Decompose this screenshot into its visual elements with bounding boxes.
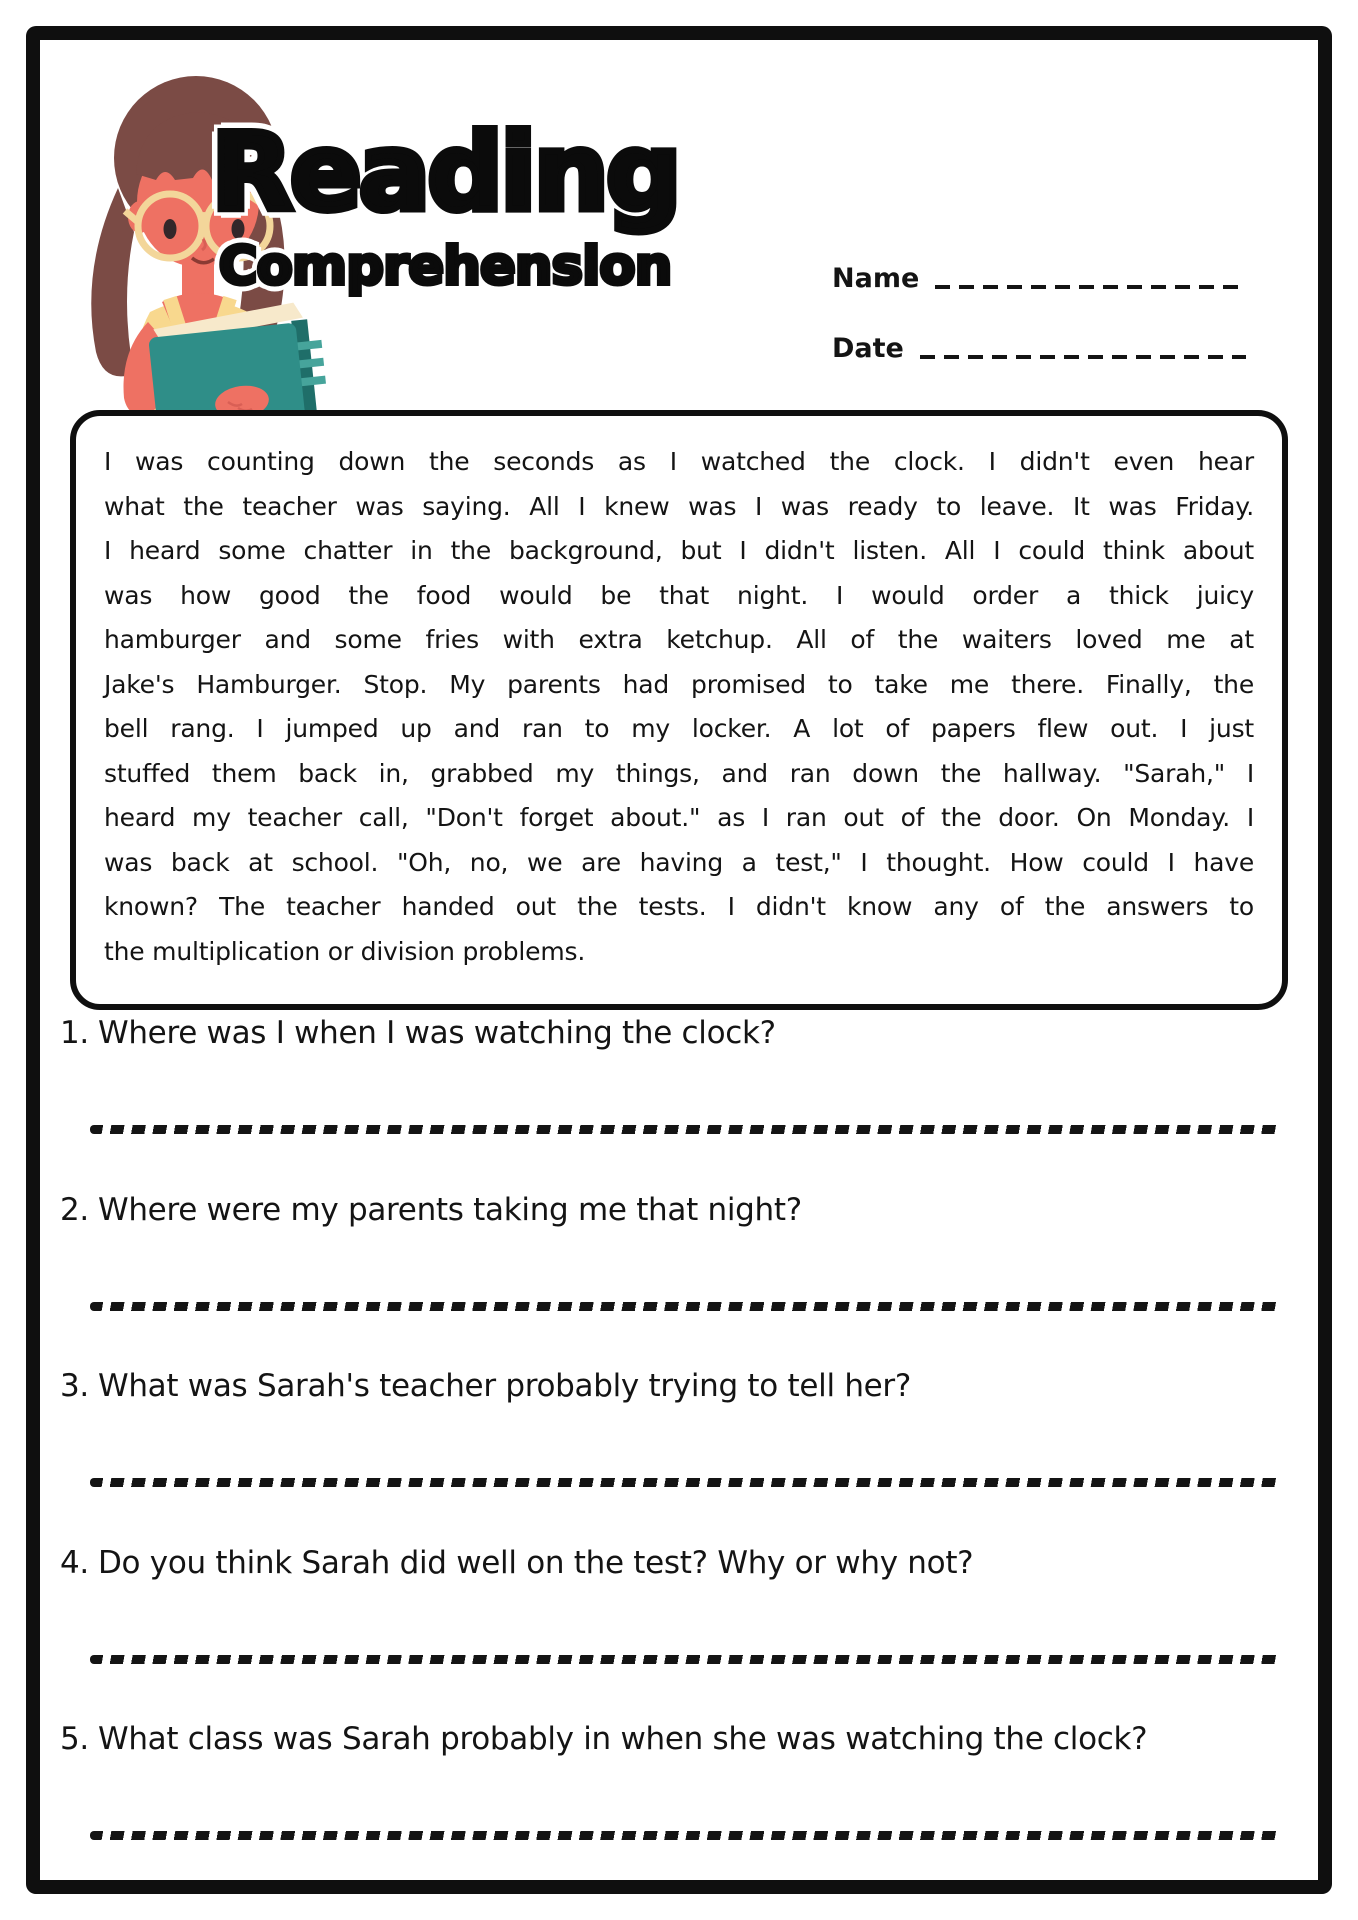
- question-label: Where was I when I was watching the clock?: [97, 1015, 776, 1051]
- name-blank-line: [935, 285, 1246, 289]
- date-blank-line: [920, 355, 1246, 359]
- question-number: 1.: [60, 1015, 89, 1051]
- answer-line: [90, 1831, 1282, 1840]
- passage-line: I was counting down the seconds as I watched the clock. I didn't even hear: [104, 447, 1254, 476]
- question-label: Where were my parents taking me that night?: [97, 1191, 802, 1228]
- answer-line: [90, 1125, 1282, 1134]
- question-row: [60, 1365, 1288, 1525]
- question-number: 5.: [60, 1721, 89, 1757]
- question-label: Do you think Sarah did well on the test? Why or why not?: [97, 1544, 974, 1581]
- question-text: [60, 1189, 1288, 1231]
- passage-text: [104, 440, 1254, 974]
- name-field: [832, 262, 1246, 296]
- question-row: [60, 1012, 1288, 1172]
- question-row: [60, 1542, 1288, 1702]
- question-label: What class was Sarah probably in when she was watching the clock?: [97, 1721, 1148, 1757]
- answer-line: [90, 1478, 1282, 1487]
- title-comprehension: Comprehension: [218, 236, 672, 297]
- question-number: 4.: [60, 1544, 89, 1581]
- question-number: 2.: [60, 1191, 89, 1228]
- passage-line: bell rang. I jumped up and ran to my locker. A lot of papers flew out. I just: [104, 714, 1254, 743]
- question-label: What was Sarah's teacher probably trying to tell her?: [97, 1368, 912, 1404]
- passage-line: Jake's Hamburger. Stop. My parents had promised to take me there. Finally, the: [104, 669, 1254, 699]
- passage-line: what the teacher was saying. All I knew was I was ready to leave. It was Friday.: [104, 491, 1254, 521]
- passage-line: was how good the food would be that night. I would order a thick juicy: [104, 580, 1254, 610]
- passage-line: was back at school. "Oh, no, we are having a test," I thought. How could I have: [104, 847, 1254, 877]
- answer-line: [90, 1655, 1282, 1664]
- passage-line: heard my teacher call, "Don't forget about." as I ran out of the door. On Monday. I: [104, 803, 1254, 832]
- name-label: Name: [832, 263, 920, 294]
- question-row: [60, 1189, 1288, 1349]
- question-text: [60, 1012, 1288, 1054]
- passage-box: [70, 410, 1288, 1010]
- question-number: 3.: [60, 1368, 89, 1404]
- passage-line: stuffed them back in, grabbed my things, and ran down the hallway. "Sarah," I: [104, 758, 1254, 788]
- date-label: Date: [832, 333, 904, 364]
- passage-line: hamburger and some fries with extra ketchup. All of the waiters loved me at: [104, 625, 1254, 654]
- question-text: [60, 1365, 1288, 1407]
- passage-line: the multiplication or division problems.: [104, 936, 586, 966]
- passage-line: known? The teacher handed out the tests. I didn't know any of the answers to: [104, 892, 1254, 921]
- title-reading: Reading: [211, 111, 679, 234]
- question-row: [60, 1718, 1288, 1878]
- question-text: [60, 1542, 1288, 1584]
- worksheet-title: [210, 111, 680, 298]
- passage-line: I heard some chatter in the background, but I didn't listen. All I could think about: [104, 536, 1254, 565]
- date-field: [832, 332, 1246, 366]
- question-text: [60, 1718, 1288, 1760]
- answer-line: [90, 1302, 1282, 1311]
